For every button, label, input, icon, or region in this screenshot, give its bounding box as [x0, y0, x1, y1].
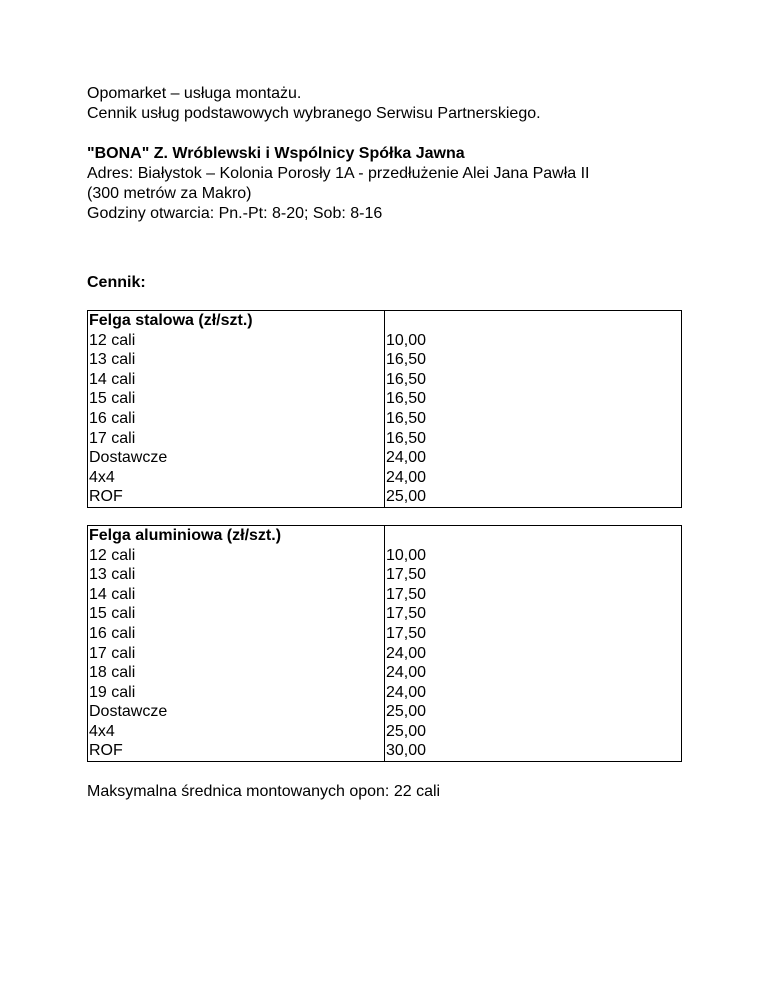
- rim-size-label: 18 cali: [88, 663, 385, 683]
- table-row: [88, 565, 682, 585]
- price-value: 24,00: [385, 468, 682, 488]
- price-list-heading: Cennik:: [87, 274, 146, 291]
- price-value: 16,50: [385, 409, 682, 429]
- intro-subtitle: Cennik usług podstawowych wybranego Serwisu Partnerskiego.: [87, 105, 541, 122]
- rim-size-label: 12 cali: [88, 331, 385, 351]
- price-value: 30,00: [385, 741, 682, 761]
- price-value: 16,50: [385, 389, 682, 409]
- table-row: [88, 644, 682, 664]
- price-value: 25,00: [385, 702, 682, 722]
- price-value: 24,00: [385, 683, 682, 703]
- rim-size-label: Dostawcze: [88, 702, 385, 722]
- table-row: [88, 722, 682, 742]
- price-value: 10,00: [385, 546, 682, 566]
- opening-hours: Godziny otwarcia: Pn.-Pt: 8-20; Sob: 8-16: [87, 205, 383, 222]
- price-value: 25,00: [385, 487, 682, 507]
- table-row: [88, 604, 682, 624]
- company-address: Adres: Białystok – Kolonia Porosły 1A - przedłużenie Alei Jana Pawła II: [87, 165, 590, 182]
- price-value: 17,50: [385, 585, 682, 605]
- table-row: [88, 546, 682, 566]
- steel-rim-price-table: [87, 310, 682, 508]
- table-row: [88, 663, 682, 683]
- rim-size-label: 17 cali: [88, 644, 385, 664]
- intro-title: Opomarket – usługa montażu.: [87, 85, 302, 102]
- rim-size-label: 17 cali: [88, 429, 385, 449]
- rim-size-label: 19 cali: [88, 683, 385, 703]
- price-value: 16,50: [385, 429, 682, 449]
- rim-size-label: 14 cali: [88, 370, 385, 390]
- rim-size-label: 13 cali: [88, 350, 385, 370]
- price-value: 24,00: [385, 448, 682, 468]
- price-value: 25,00: [385, 722, 682, 742]
- table-row: [88, 429, 682, 449]
- rim-size-label: 16 cali: [88, 624, 385, 644]
- table-row: [88, 331, 682, 351]
- table-row: [88, 389, 682, 409]
- table-header: Felga stalowa (zł/szt.): [88, 311, 385, 331]
- rim-size-label: 4x4: [88, 468, 385, 488]
- rim-size-label: 16 cali: [88, 409, 385, 429]
- price-value: 16,50: [385, 350, 682, 370]
- max-tire-diameter-note: Maksymalna średnica montowanych opon: 22 cali: [87, 783, 441, 801]
- rim-size-label: 15 cali: [88, 604, 385, 624]
- price-value: 17,50: [385, 624, 682, 644]
- price-value: 17,50: [385, 565, 682, 585]
- table-row: [88, 350, 682, 370]
- price-value: 24,00: [385, 644, 682, 664]
- rim-size-label: 12 cali: [88, 546, 385, 566]
- document-page: [87, 84, 681, 802]
- price-value: 24,00: [385, 663, 682, 683]
- company-address-note: (300 metrów za Makro): [87, 185, 252, 202]
- table-header-row: [88, 311, 682, 331]
- table-row: [88, 468, 682, 488]
- aluminium-rim-price-table: [87, 525, 682, 762]
- price-value: 16,50: [385, 370, 682, 390]
- rim-size-label: Dostawcze: [88, 448, 385, 468]
- table-row: [88, 683, 682, 703]
- table-row: [88, 741, 682, 761]
- table-header-empty: [385, 311, 682, 331]
- rim-size-label: ROF: [88, 487, 385, 507]
- table-header: Felga aluminiowa (zł/szt.): [88, 525, 385, 545]
- rim-size-label: 15 cali: [88, 389, 385, 409]
- table-row: [88, 409, 682, 429]
- table-row: [88, 702, 682, 722]
- rim-size-label: ROF: [88, 741, 385, 761]
- table-row: [88, 448, 682, 468]
- table-row: [88, 624, 682, 644]
- table-header-row: [88, 525, 682, 545]
- rim-size-label: 13 cali: [88, 565, 385, 585]
- price-value: 17,50: [385, 604, 682, 624]
- rim-size-label: 14 cali: [88, 585, 385, 605]
- rim-size-label: 4x4: [88, 722, 385, 742]
- table-row: [88, 487, 682, 507]
- company-name: "BONA" Z. Wróblewski i Wspólnicy Spółka Jawna: [87, 145, 465, 162]
- table-row: [88, 585, 682, 605]
- table-header-empty: [385, 525, 682, 545]
- table-row: [88, 370, 682, 390]
- price-value: 10,00: [385, 331, 682, 351]
